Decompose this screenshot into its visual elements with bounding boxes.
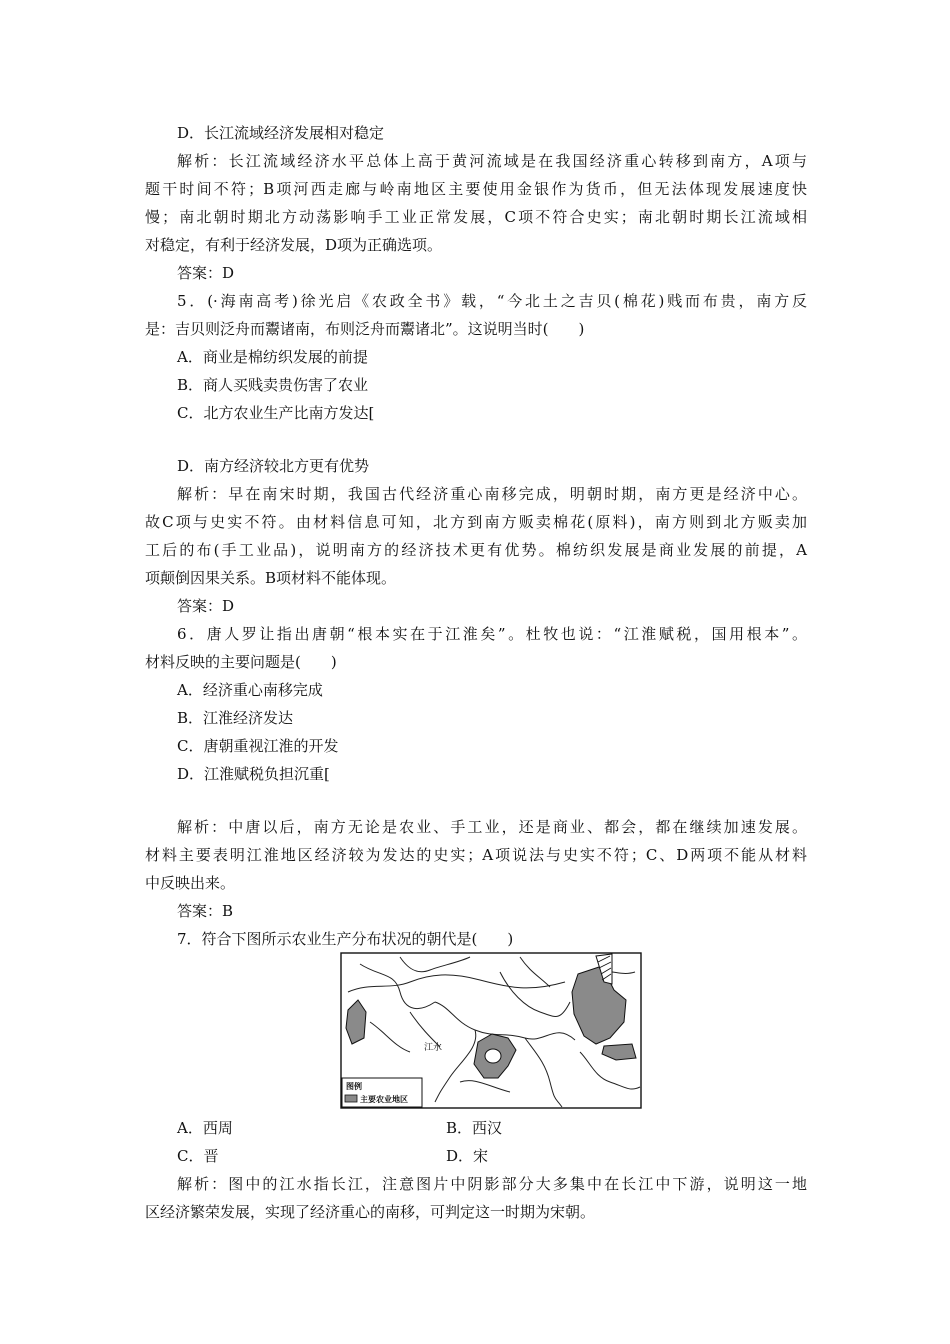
legend-swatch <box>345 1095 357 1102</box>
q4-analysis-line: 解析：长江流域经济水平总体上高于黄河流域是在我国经济重心转移到南方，A项与 <box>177 152 807 170</box>
river-label: 江水 <box>424 1043 443 1053</box>
lake-dongting <box>485 1049 501 1063</box>
q6-option-c: C．唐朝重视江淮的开发 <box>177 737 339 755</box>
q5-analysis-line: 工后的布(手工业品)，说明南方的经济技术更有优势。棉纺织发展是商业发展的前提，A <box>145 541 807 559</box>
q7-analysis-line: 区经济繁荣发展，实现了经济重心的南移，可判定这一时期为宋朝。 <box>145 1203 596 1221</box>
q5-stem-line: 是：吉贝则泛舟而鬻诸南，布则泛舟而鬻诸北”。这说明当时( ) <box>145 320 585 338</box>
q5-answer: 答案：D <box>177 597 235 615</box>
legend-title: 图例 <box>346 1082 362 1091</box>
q7-option-a: A．西周 <box>177 1119 233 1137</box>
q6-analysis-line: 中反映出来。 <box>145 874 236 892</box>
q7-option-d: D．宋 <box>446 1147 489 1165</box>
q6-option-b: B．江淮经济发达 <box>177 709 294 727</box>
q4-analysis-line: 对稳定，有利于经济发展，D项为正确选项。 <box>145 236 443 254</box>
q5-stem-line: 5．(·海南高考)徐光启《农政全书》载，“今北土之吉贝(棉花)贱而布贵，南方反 <box>177 292 807 310</box>
q5-option-d: D．南方经济较北方更有优势 <box>177 457 370 475</box>
q5-analysis-line: 故C项与史实不符。由材料信息可知，北方到南方贩卖棉花(原料)，南方则到北方贩卖加 <box>145 513 807 531</box>
q6-stem-line: 6．唐人罗让指出唐朝“根本实在于江淮矣”。杜牧也说：“江淮赋税，国用根本”。 <box>177 625 807 643</box>
q4-option-d: D．长江流域经济发展相对稳定 <box>177 124 385 142</box>
q7-analysis-line: 解析：图中的江水指长江，注意图片中阴影部分大多集中在长江中下游，说明这一地 <box>177 1175 807 1193</box>
q6-analysis-line: 材料主要表明江淮地区经济较为发达的史实；A项说法与史实不符；C、D两项不能从材料 <box>145 846 807 864</box>
q6-answer: 答案：B <box>177 902 234 920</box>
q4-analysis-line: 题干时间不符；B项河西走廊与岭南地区主要使用金银作为货币，但无法体现发展速度快 <box>145 180 807 198</box>
q5-analysis-line: 解析：早在南宋时期，我国古代经济重心南移完成，明朝时期，南方更是经济中心。 <box>177 485 807 503</box>
q5-option-c: C．北方农业生产比南方发达[ <box>177 404 375 422</box>
q6-stem-line: 材料反映的主要问题是( ) <box>145 653 337 671</box>
legend-item: 主要农业地区 <box>360 1095 408 1104</box>
q5-option-b: B．商人买贱卖贵伤害了农业 <box>177 376 369 394</box>
q6-analysis-line: 解析：中唐以后，南方无论是农业、手工业，还是商业、都会，都在继续加速发展。 <box>177 818 807 836</box>
agriculture-map <box>340 952 642 1109</box>
q6-option-a: A．经济重心南移完成 <box>177 681 323 699</box>
q4-answer: 答案：D <box>177 264 235 282</box>
q7-option-b: B．西汉 <box>446 1119 503 1137</box>
q7-option-c: C．晋 <box>177 1147 219 1165</box>
q7-stem: 7．符合下图所示农业生产分布状况的朝代是( ) <box>177 930 514 948</box>
q5-option-a: A．商业是棉纺织发展的前提 <box>177 348 368 366</box>
q6-option-d: D．江淮赋税负担沉重[ <box>177 765 330 783</box>
q4-analysis-line: 慢；南北朝时期北方动荡影响手工业正常发展，C项不符合史实；南北朝时期长江流域相 <box>145 208 807 226</box>
q5-analysis-line: 项颠倒因果关系。B项材料不能体现。 <box>145 569 397 587</box>
